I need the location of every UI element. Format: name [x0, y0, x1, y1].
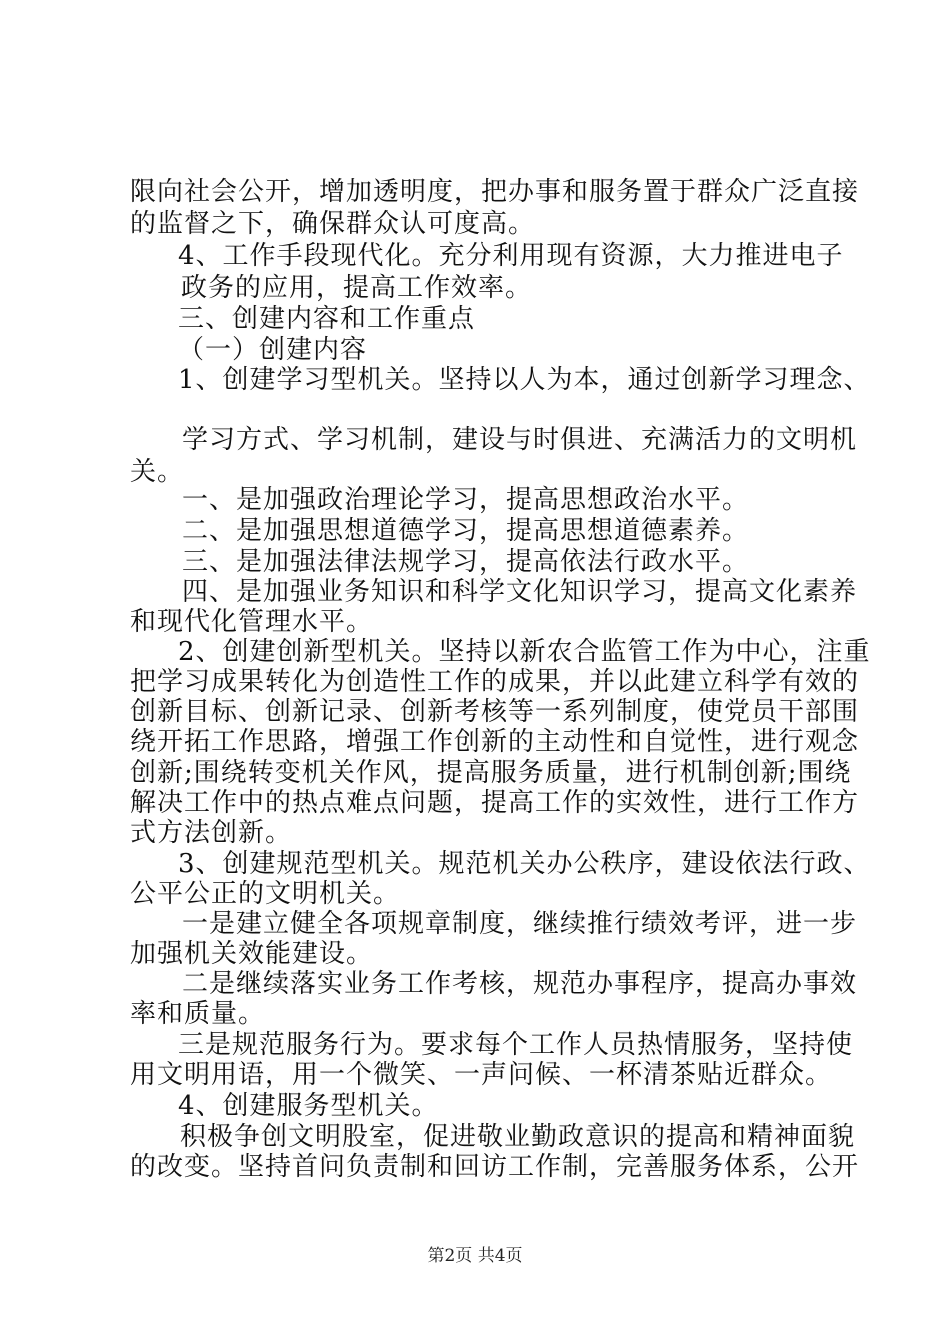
text-line: 的监督之下，确保群众认可度高。 — [130, 209, 536, 239]
text-line: 创新目标、创新记录、创新考核等一系列制度，使党员干部围 — [130, 697, 860, 727]
text-line: 二是继续落实业务工作考核，规范办事程序，提高办事效 — [182, 969, 858, 999]
text-line: 加强机关效能建设。 — [130, 939, 374, 969]
section-heading: 三、创建内容和工作重点 — [178, 304, 476, 334]
text-line: 式方法创新。 — [130, 818, 293, 848]
text-line: 积极争创文明股室，促进敬业勤政意识的提高和精神面貌 — [180, 1122, 856, 1152]
text-line: 率和质量。 — [130, 999, 266, 1029]
text-line: 三、是加强法律法规学习，提高依法行政水平。 — [182, 547, 750, 577]
text-line: 关。 — [130, 457, 185, 487]
text-line: 4、工作手段现代化。充分利用现有资源，大力推进电子 — [178, 241, 844, 271]
text-line: 学习方式、学习机制，建设与时俱进、充满活力的文明机 — [182, 425, 858, 455]
text-line: 一是建立健全各项规章制度，继续推行绩效考评，进一步 — [182, 909, 858, 939]
text-line: 的改变。坚持首问负责制和回访工作制，完善服务体系，公开 — [130, 1152, 860, 1182]
text-line: 创新;围绕转变机关作风，提高服务质量，进行机制创新;围绕 — [130, 758, 852, 788]
text-line: 限向社会公开，增加透明度，把办事和服务置于群众广泛直接 — [130, 177, 860, 207]
text-line: 政务的应用，提高工作效率。 — [181, 273, 533, 303]
subsection-heading: （一）创建内容 — [178, 335, 368, 365]
text-line: 和现代化管理水平。 — [130, 607, 374, 637]
text-line: 绕开拓工作思路，增强工作创新的主动性和自觉性，进行观念 — [130, 727, 860, 757]
text-line: 把学习成果转化为创造性工作的成果，并以此建立科学有效的 — [130, 667, 860, 697]
text-line: 一、是加强政治理论学习，提高思想政治水平。 — [182, 485, 750, 515]
text-line: 2、创建创新型机关。坚持以新农合监管工作为中心，注重 — [178, 637, 871, 667]
text-line: 解决工作中的热点难点问题，提高工作的实效性，进行工作方 — [130, 788, 860, 818]
text-line: 1、创建学习型机关。坚持以人为本，通过创新学习理念、 — [178, 365, 871, 395]
text-line: 四、是加强业务知识和科学文化知识学习，提高文化素养 — [182, 577, 858, 607]
text-line: 4、创建服务型机关。 — [178, 1091, 439, 1121]
text-line: 三是规范服务行为。要求每个工作人员热情服务，坚持使 — [178, 1030, 854, 1060]
text-line: 3、创建规范型机关。规范机关办公秩序，建设依法行政、 — [178, 849, 871, 879]
page-number-footer: 第2页 共4页 — [427, 1246, 523, 1266]
text-line: 用文明用语，用一个微笑、一声问候、一杯清茶贴近群众。 — [130, 1060, 833, 1090]
text-line: 二、是加强思想道德学习，提高思想道德素养。 — [182, 516, 750, 546]
text-line: 公平公正的文明机关。 — [130, 879, 401, 909]
